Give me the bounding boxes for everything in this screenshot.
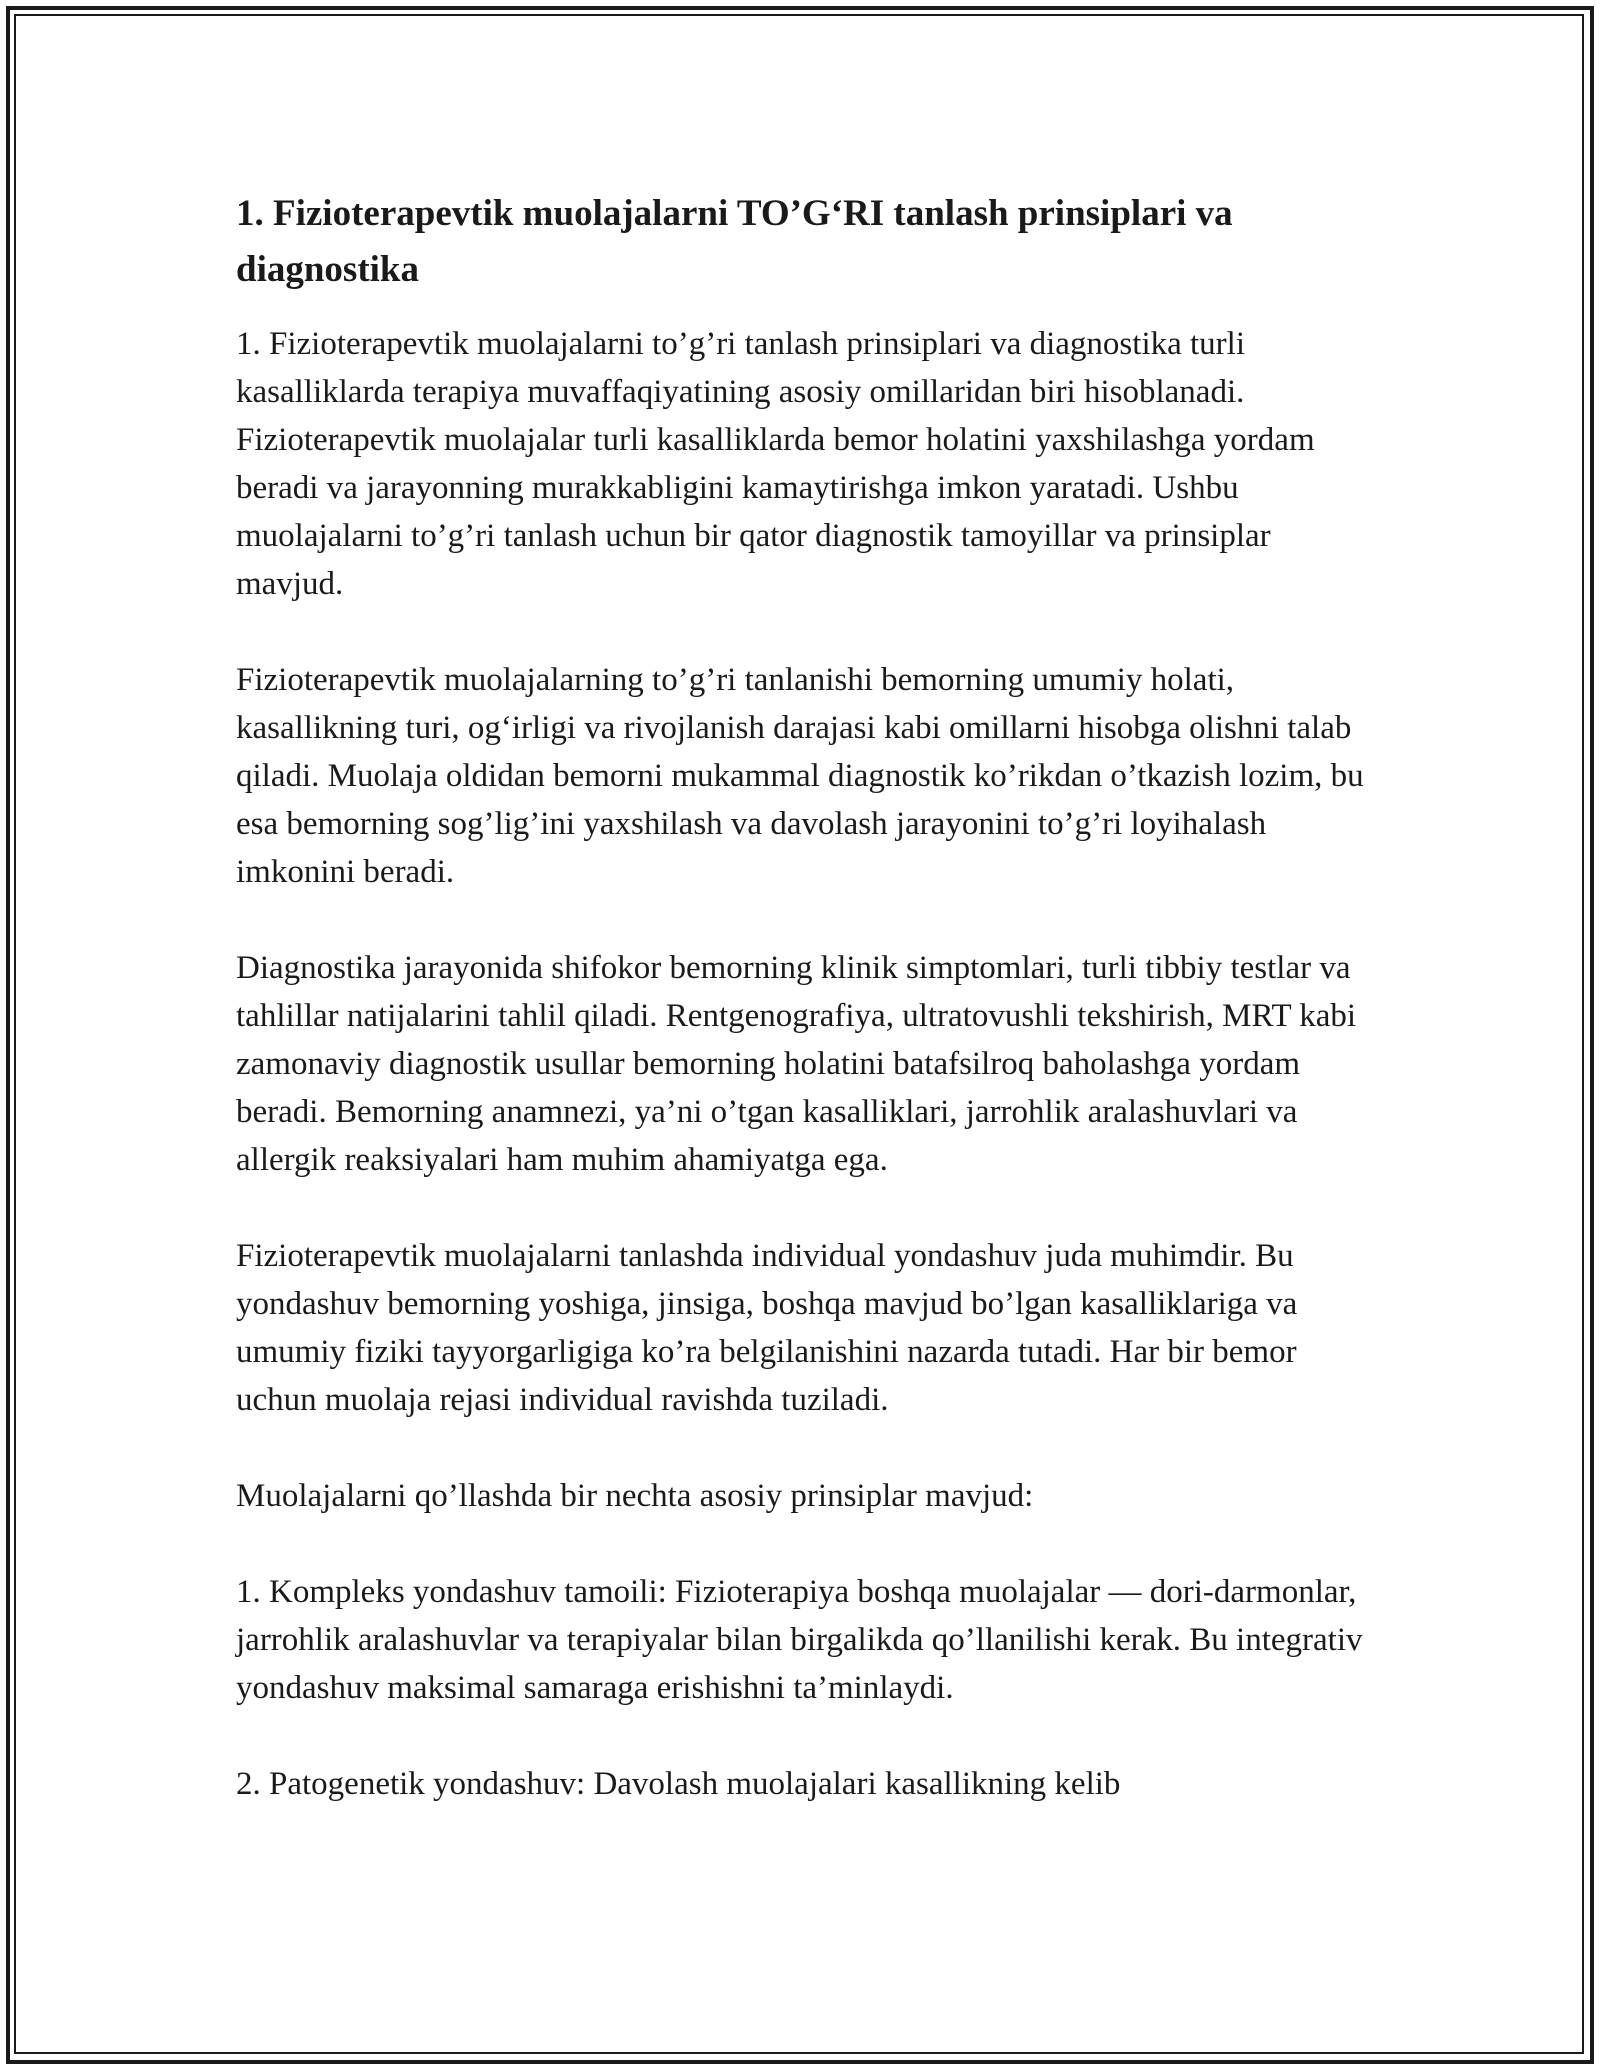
document-title: 1. Fizioterapevtik muolajalarni TO’G‘RI tanlash prinsiplari va diagnostika xyxy=(236,193,1233,290)
document-page xyxy=(236,186,1372,1856)
paragraph-selection: Fizioterapevtik muolajalarning to’g’ri tanlanishi bemorning umumiy holati, kasallikning turi, og‘irligi va rivojlanish darajasi kabi omillarni hisobga olishni talab qiladi. Muolaja oldidan bemorni mukammal diagnostik ko’rikdan o’tkazish lozim, bu esa bemorning sog’lig’ini yaxshilash va davolash jarayonini to’g’ri loyihalash imkonini beradi. xyxy=(236,662,1364,890)
paragraph-principle-complex: 1. Kompleks yondashuv tamoili: Fizioterapiya boshqa muolajalar — dori-darmonlar, jarrohlik aralashuvlar va terapiyalar bilan birgalikda qo’llanilishi kerak. Bu integrativ yondashuv maksimal samaraga erishishni ta’minlaydi. xyxy=(236,1574,1363,1706)
paragraph-principles-intro: Muolajalarni qo’llashda bir nechta asosiy prinsiplar mavjud: xyxy=(236,1478,1034,1514)
paragraph-intro: 1. Fizioterapevtik muolajalarni to’g’ri tanlash prinsiplari va diagnostika turli kasalliklarda terapiya muvaffaqiyatining asosiy omillaridan biri hisoblanadi. Fizioterapevtik muolajalar turli kasalliklarda bemor holatini yaxshilashga yordam beradi va jarayonning murakkabligini kamaytirishga imkon yaratadi. Ushbu muolajalarni to’g’ri tanlash uchun bir qator diagnostik tamoyillar va prinsiplar mavjud. xyxy=(236,326,1315,602)
paragraph-individual-approach: Fizioterapevtik muolajalarni tanlashda individual yondashuv juda muhimdir. Bu yondashuv bemorning yoshiga, jinsiga, boshqa mavjud bo’lgan kasalliklariga va umumiy fiziki tayyorgarligiga ko’ra belgilanishini nazarda tutadi. Har bir bemor uchun muolaja rejasi individual ravishda tuziladi. xyxy=(236,1238,1298,1418)
paragraph-principle-pathogenetic: 2. Patogenetik yondashuv: Davolash muolajalari kasallikning kelib xyxy=(236,1766,1121,1802)
paragraph-diagnostics: Diagnostika jarayonida shifokor bemorning klinik simptomlari, turli tibbiy testlar va tahlillar natijalarini tahlil qiladi. Rentgenografiya, ultratovushli tekshirish, MRT kabi zamonaviy diagnostik usullar bemorning holatini batafsilroq baholashga yordam beradi. Bemorning anamnezi, ya’ni o’tgan kasalliklari, jarrohlik aralashuvlari va allergik reaksiyalari ham muhim ahamiyatga ega. xyxy=(236,950,1357,1178)
